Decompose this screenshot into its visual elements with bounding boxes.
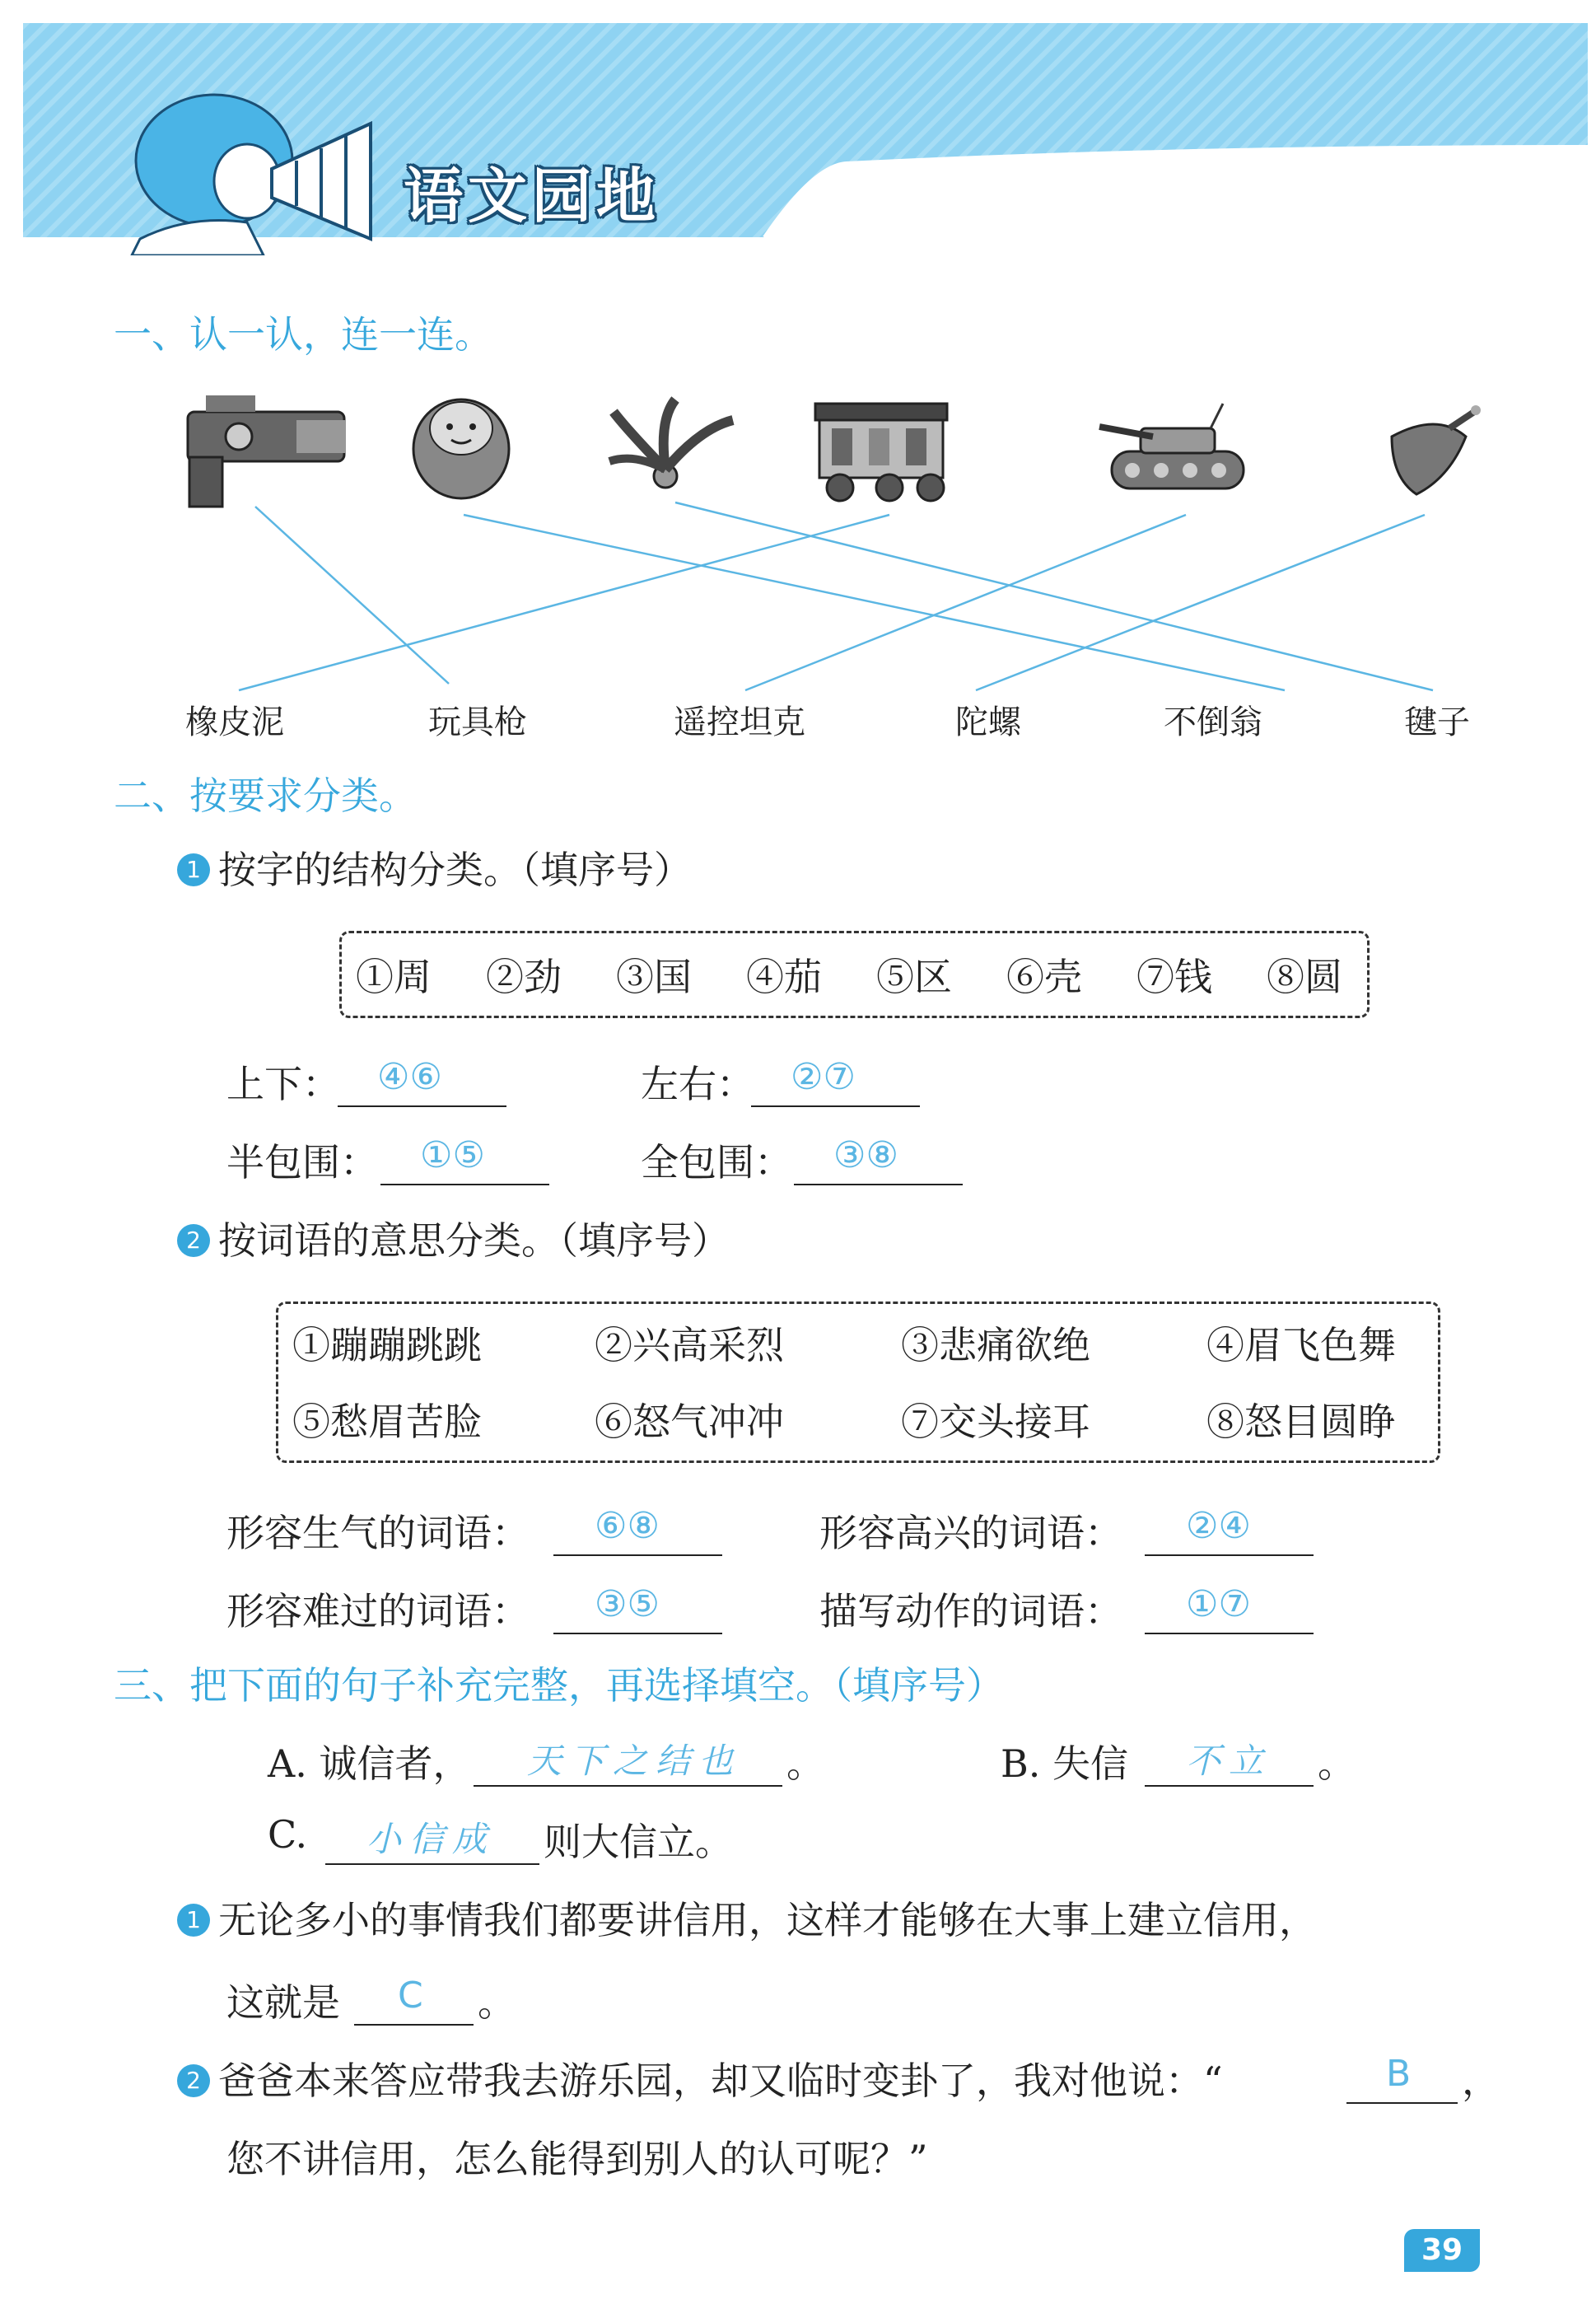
toy-gun-icon xyxy=(188,395,346,507)
line-b-prefix: B. 失信 xyxy=(1001,1741,1129,1786)
option: ⑤区 xyxy=(876,955,952,999)
label-left-right: 左右： xyxy=(641,1062,754,1106)
word-toy-gun: 玩具枪 xyxy=(428,703,527,741)
question-3-2-suffix: ， xyxy=(1462,2059,1500,2103)
answer-text: ③⑤ xyxy=(595,1583,660,1625)
line-c-suffix: 则大信立。 xyxy=(544,1820,733,1864)
answer-text: ①⑤ xyxy=(420,1134,485,1176)
word-shuttlecock: 毽子 xyxy=(1404,703,1470,741)
word-tumbler: 不倒翁 xyxy=(1164,703,1262,741)
label-happy: 形容高兴的词语： xyxy=(819,1511,1122,1555)
match-line xyxy=(239,515,889,690)
answer-text: ②④ xyxy=(1186,1505,1251,1547)
match-line xyxy=(976,515,1425,690)
option: ⑧怒目圆睁 xyxy=(1206,1400,1396,1444)
option: ⑦钱 xyxy=(1136,955,1212,999)
option: ⑥怒气冲冲 xyxy=(595,1400,784,1444)
question-number-badge: 2 xyxy=(177,1224,210,1257)
option: ④眉飞色舞 xyxy=(1206,1323,1396,1367)
option: ②劲 xyxy=(486,955,562,999)
option: ⑦交头接耳 xyxy=(901,1400,1090,1444)
clay-train-icon xyxy=(815,404,947,501)
option: ⑧圆 xyxy=(1267,955,1342,999)
line-a-prefix: A. 诚信者， xyxy=(268,1741,471,1786)
option: ⑥壳 xyxy=(1006,955,1082,999)
section2-heading: 二、按要求分类。 xyxy=(114,773,417,818)
question-3-2 xyxy=(177,2051,1223,2105)
toy-images xyxy=(0,379,1596,725)
line-b-suffix: 。 xyxy=(1318,1741,1356,1786)
question-text: 按词语的意思分类。（填序号） xyxy=(218,1218,730,1263)
question-text: 无论多小的事情我们都要讲信用，这样才能够在大事上建立信用， xyxy=(218,1898,1317,1942)
question-3-1-line2: 这就是 xyxy=(226,1980,340,2025)
tumbler-doll-icon xyxy=(413,400,509,498)
line-c-prefix: C. xyxy=(268,1812,308,1857)
answer-text: C xyxy=(398,1975,423,2017)
word-spinning-top: 陀螺 xyxy=(955,703,1021,741)
option: ①蹦蹦跳跳 xyxy=(292,1323,482,1367)
answer-text: 天下之结也 xyxy=(527,1741,742,1781)
word-rc-tank: 遥控坦克 xyxy=(674,703,805,741)
match-line xyxy=(675,502,1433,690)
question-number-badge: 1 xyxy=(177,853,210,886)
option: ③国 xyxy=(616,955,692,999)
shuttlecock-icon xyxy=(609,400,733,488)
spinning-top-icon xyxy=(1392,405,1481,494)
line-a-suffix: 。 xyxy=(786,1741,824,1786)
option: ②兴高采烈 xyxy=(595,1323,784,1367)
answer-text: ⑥⑧ xyxy=(595,1505,660,1547)
question-number-badge: 1 xyxy=(177,1904,210,1937)
word-plasticine: 橡皮泥 xyxy=(185,703,284,741)
label-sad: 形容难过的词语： xyxy=(226,1589,530,1633)
answer-text: ①⑦ xyxy=(1186,1583,1251,1625)
question-2-2 xyxy=(177,1211,730,1265)
match-line xyxy=(745,515,1186,690)
label-half-surround: 半包围： xyxy=(226,1140,378,1185)
label-angry: 形容生气的词语： xyxy=(226,1511,530,1555)
label-top-bottom: 上下： xyxy=(226,1062,340,1106)
match-line xyxy=(464,515,1285,690)
page-title: 语文园地 xyxy=(404,161,661,231)
question-number-badge: 2 xyxy=(177,2064,210,2097)
match-line xyxy=(255,507,449,684)
section1-heading: 一、认一认，连一连。 xyxy=(114,312,492,357)
label-action: 描写动作的词语： xyxy=(819,1589,1122,1633)
answer-text: 不立 xyxy=(1186,1741,1272,1781)
tank-icon xyxy=(1099,404,1244,488)
question-3-1 xyxy=(177,1890,1317,1945)
option: ⑤愁眉苦脸 xyxy=(292,1400,482,1444)
option: ①周 xyxy=(356,955,432,999)
question-3-2-line2: 您不讲信用，怎么能得到别人的认可呢？” xyxy=(226,2137,928,2181)
option: ③悲痛欲绝 xyxy=(901,1323,1090,1367)
page-number: 39 xyxy=(1404,2229,1480,2272)
answer-text: ③⑧ xyxy=(833,1134,898,1176)
answer-text: 小信成 xyxy=(366,1819,496,1859)
girl-megaphone-icon xyxy=(124,91,395,255)
section3-heading: 三、把下面的句子补充完整，再选择填空。（填序号） xyxy=(114,1663,1004,1708)
question-2-1 xyxy=(177,840,692,895)
answer-text: ②⑦ xyxy=(791,1056,856,1098)
question-text: 爸爸本来答应带我去游乐园，却又临时变卦了，我对他说：“ xyxy=(218,2059,1223,2103)
answer-text: B xyxy=(1386,2053,1412,2095)
option: ④茄 xyxy=(746,955,822,999)
question-3-1-suffix: 。 xyxy=(478,1980,516,2025)
question-text: 按字的结构分类。（填序号） xyxy=(218,848,692,892)
answer-text: ④⑥ xyxy=(377,1056,442,1098)
label-full-surround: 全包围： xyxy=(641,1140,792,1185)
